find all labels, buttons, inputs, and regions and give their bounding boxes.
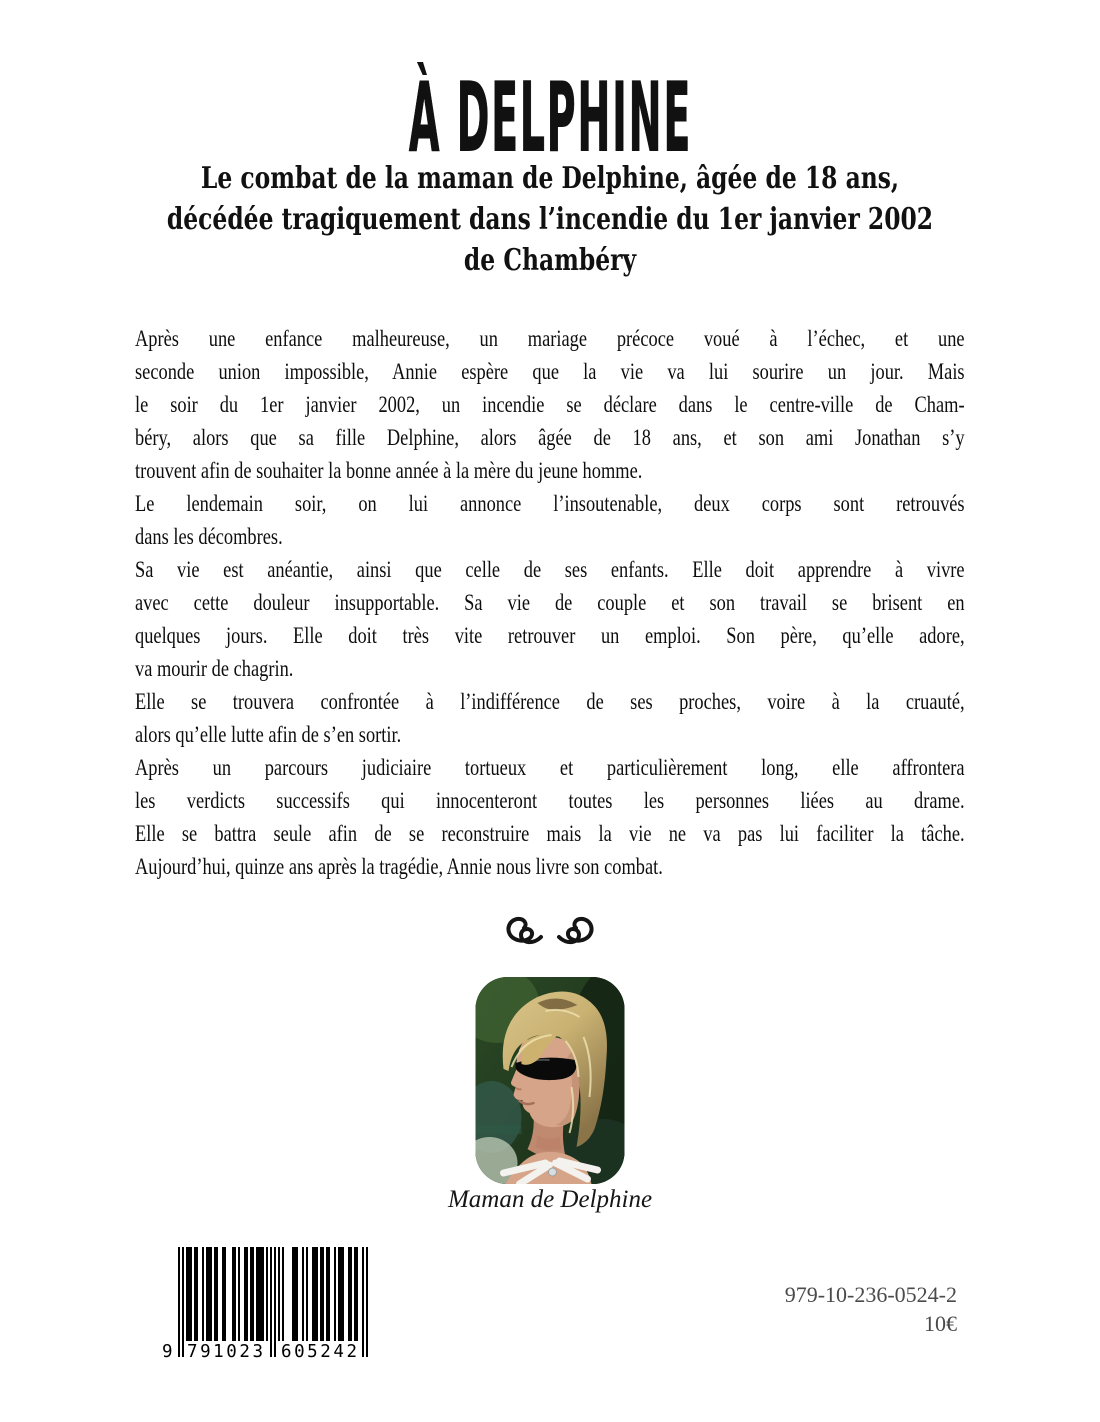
price: 10€ [924,1311,957,1336]
synopsis-line: Elle se trouvera confrontée à l’indifférence de ses proches, voire à la cruauté, [135,689,965,714]
synopsis-line: Le lendemain soir, on lui annonce l’insoutenable, deux corps sont retrouvés [135,491,965,516]
isbn-price-block [785,1280,957,1338]
synopsis-line: trouvent afin de souhaiter la bonne année à la mère du jeune homme. [135,458,643,483]
portrait-photo-art [476,977,625,1184]
photo-caption: Maman de Delphine [447,1186,653,1213]
book-title [0,62,1100,173]
synopsis-line: Aujourd’hui, quinze ans après la tragédie, Annie nous livre son combat. [135,854,663,879]
synopsis-line: dans les décombres. [135,524,283,549]
synopsis-line: va mourir de chagrin. [135,656,294,681]
synopsis-line: Elle se battra seule afin de se reconstruire mais la vie ne va pas lui faciliter la tâche. [135,821,965,846]
synopsis-line: le soir du 1er janvier 2002, un incendie se déclare dans le centre-ville de Cham- [135,392,965,417]
barcode-digit-lead: 9 [162,1342,173,1359]
portrait-photo [476,977,625,1184]
subtitle-line: décédée tragiquement dans l’incendie du 1er janvier 2002 [166,202,934,237]
synopsis-line: quelques jours. Elle doit très vite retrouver un emploi. Son père, qu’elle adore, [135,623,965,648]
book-subtitle [121,158,979,281]
ean13-barcode [161,1247,369,1359]
barcode-digits-left: 791023 [187,1342,263,1359]
synopsis-line: béry, alors que sa fille Delphine, alors âgée de 18 ans, et son ami Jonathan s’y [135,425,965,450]
synopsis-line: seconde union impossible, Annie espère que la vie va lui sourire un jour. Mais [135,359,965,384]
synopsis-line: Sa vie est anéantie, ainsi que celle de ses enfants. Elle doit apprendre à vivre [135,557,965,582]
synopsis-line: les verdicts successifs qui innocenteront toutes les personnes liées au drame. [135,788,965,813]
synopsis-line: Après un parcours judiciaire tortueux et particulièrement long, elle affrontera [135,755,965,780]
subtitle-line: Le combat de la maman de Delphine, âgée de 18 ans, [200,161,900,196]
synopsis-line: Après une enfance malheureuse, un mariage précoce voué à l’échec, et une [135,326,965,351]
synopsis-line: avec cette douleur insupportable. Sa vie de couple et son travail se brisent en [135,590,965,615]
isbn-number: 979-10-236-0524-2 [784,1282,957,1307]
synopsis-text [135,322,965,883]
barcode-bars [178,1247,368,1357]
subtitle-line: de Chambéry [463,243,637,278]
flourish-ornament-icon [0,910,1100,953]
synopsis-line: alors qu’elle lutte afin de s’en sortir. [135,722,402,747]
book-title-text: À DELPHINE [408,62,692,173]
barcode-digits-right: 605242 [281,1342,357,1359]
